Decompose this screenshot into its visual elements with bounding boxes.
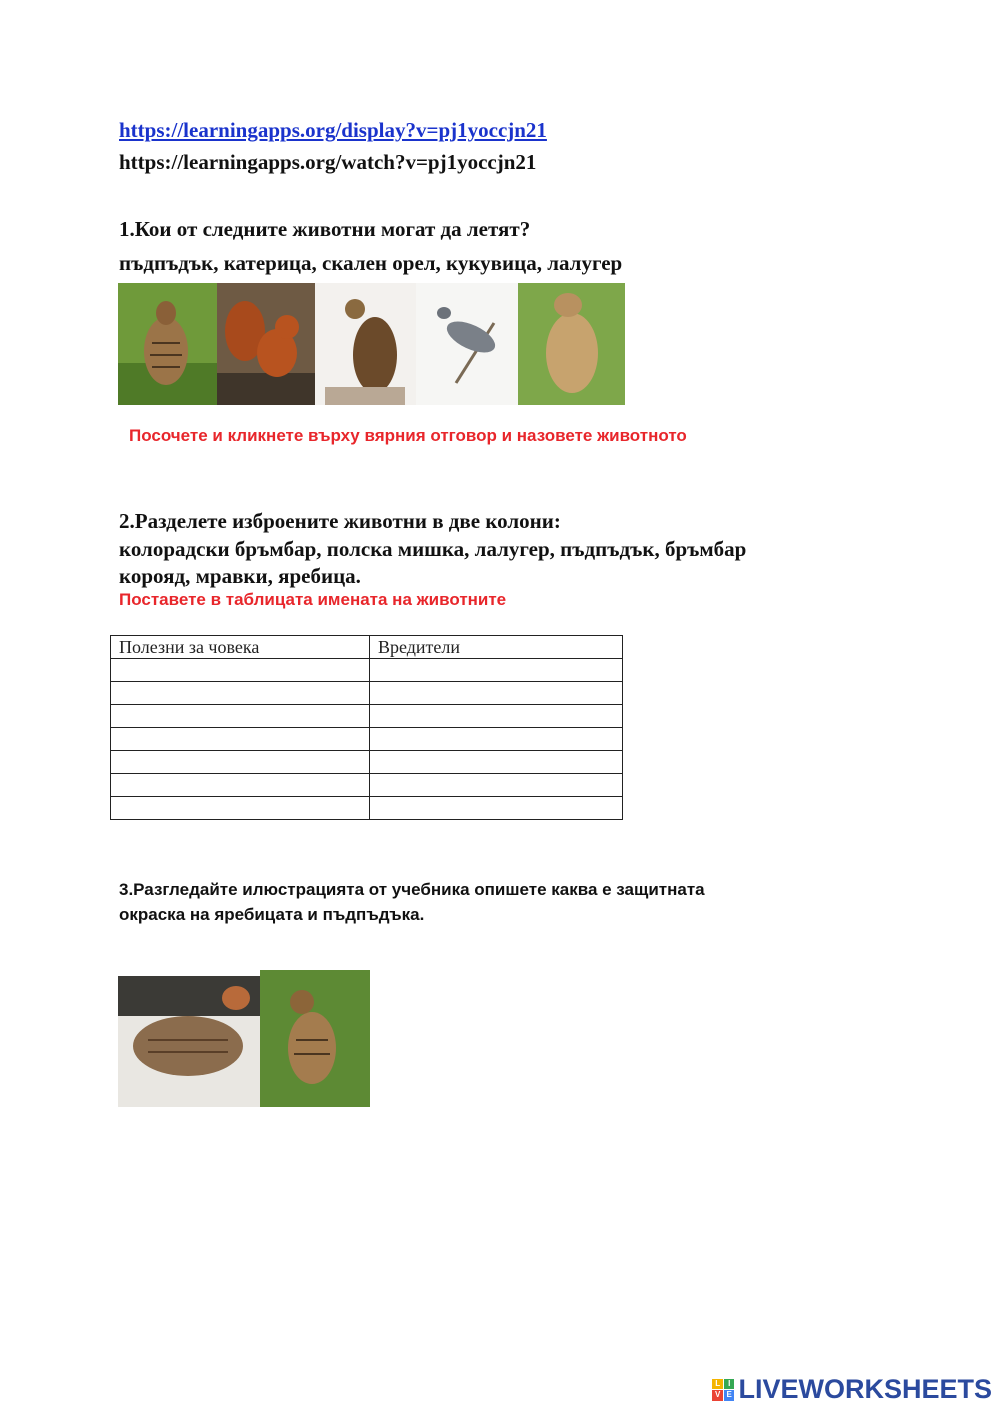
useful-cell[interactable] (111, 774, 370, 797)
pest-cell[interactable] (370, 728, 623, 751)
pest-cell[interactable] (370, 682, 623, 705)
question3-line2: окраска на яребицата и пъдпъдъка. (119, 905, 425, 924)
liveworksheets-brand (712, 1374, 992, 1405)
learningapps-watch-url: https://learningapps.org/watch?v=pj1yoccjn21 (119, 150, 537, 174)
table-row (111, 728, 623, 751)
table-row (111, 705, 623, 728)
useful-cell[interactable] (111, 797, 370, 820)
table-row (111, 797, 623, 820)
learningapps-display-link[interactable]: https://learningapps.org/display?v=pj1yoccjn21 (119, 118, 547, 142)
question1-instruction: Посочете и кликнете върху вярния отговор и назовете животното (129, 426, 687, 445)
sorting-table (110, 635, 623, 820)
pest-cell[interactable] (370, 774, 623, 797)
useful-cell[interactable] (111, 659, 370, 682)
table-row (111, 774, 623, 797)
useful-cell[interactable] (111, 705, 370, 728)
squirrel-photo[interactable] (217, 283, 315, 405)
quail-photo-2 (260, 970, 370, 1107)
header-pests: Вредители (370, 636, 623, 659)
table-row (111, 682, 623, 705)
question2-instruction: Поставете в таблицата имената на животните (119, 590, 507, 609)
pest-cell[interactable] (370, 705, 623, 728)
eagle-photo[interactable] (315, 283, 416, 405)
pest-cell[interactable] (370, 751, 623, 774)
question2-animals-line1: колорадски бръмбар, полска мишка, лалугер, пъдпъдък, бръмбар (119, 537, 747, 561)
pest-cell[interactable] (370, 659, 623, 682)
question1-title: 1.Кои от следните животни могат да летят? (119, 217, 531, 241)
partridge-photo (118, 976, 260, 1107)
question2-title: 2.Разделете изброените животни в две колони: (119, 509, 561, 533)
useful-cell[interactable] (111, 682, 370, 705)
quail-photo[interactable] (118, 283, 217, 405)
liveworksheets-wordmark: LIVEWORKSHEETS (738, 1374, 992, 1404)
question2-animals-line2: корояд, мравки, яребица. (119, 564, 361, 588)
useful-cell[interactable] (111, 728, 370, 751)
table-row (111, 751, 623, 774)
useful-cell[interactable] (111, 751, 370, 774)
table-header-row (111, 636, 623, 659)
header-useful: Полезни за човека (111, 636, 370, 659)
table-row (111, 659, 623, 682)
ground-squirrel-photo[interactable] (518, 283, 625, 405)
question1-animals: пъдпъдък, катерица, скален орел, кукувица, лалугер (119, 251, 623, 275)
question3-line1: 3.Разгледайте илюстрацията от учебника опишете каква е защитната (119, 880, 705, 899)
liveworksheets-logo-icon: L I V E (712, 1379, 734, 1401)
cuckoo-photo[interactable] (416, 283, 518, 405)
pest-cell[interactable] (370, 797, 623, 820)
